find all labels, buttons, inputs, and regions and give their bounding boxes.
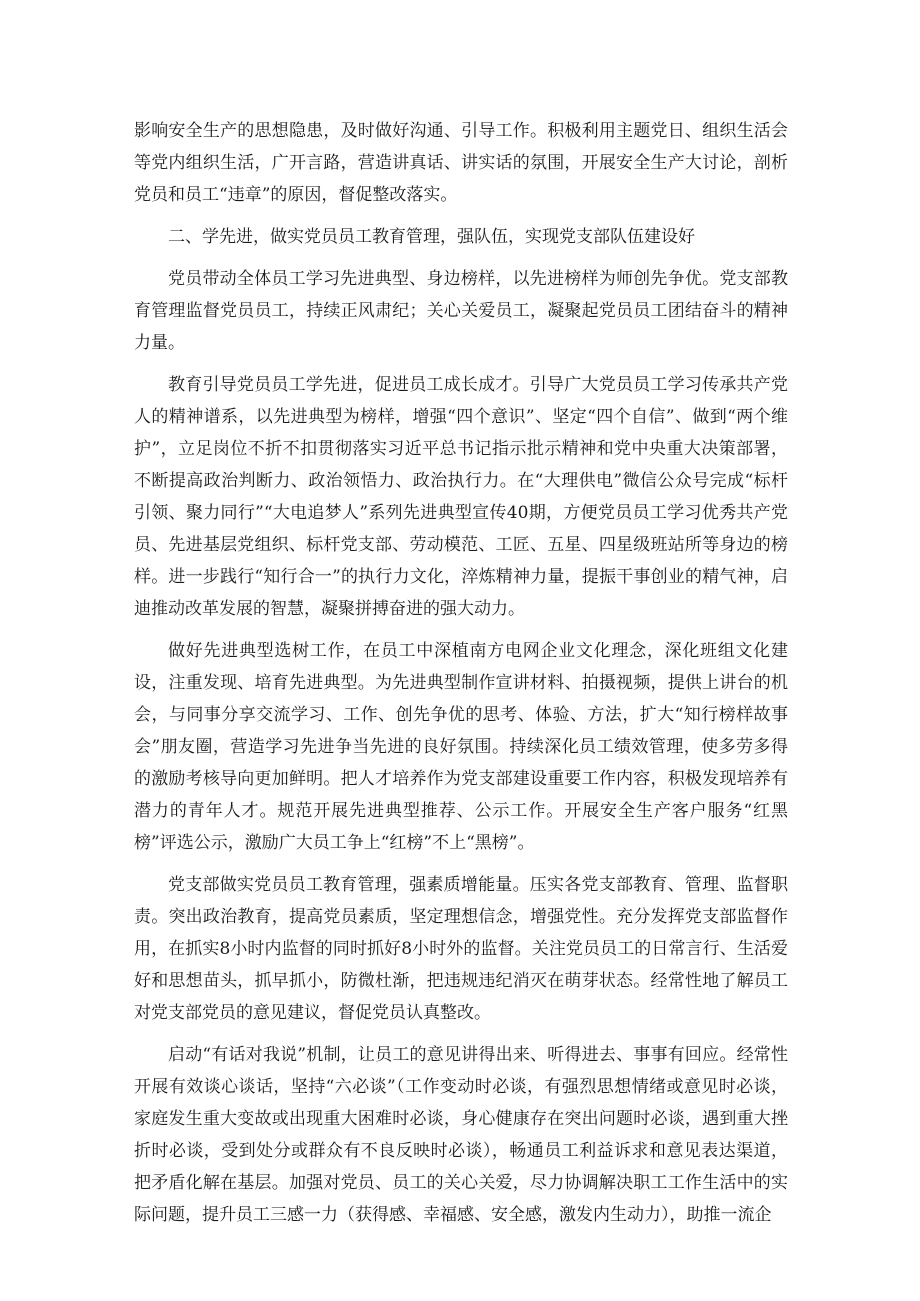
document-body bbox=[134, 115, 788, 1231]
paragraph-education-management: 党支部做实党员员工教育管理，强素质增能量。压实各党支部教育、管理、监督职责。突出政治教育，提高党员素质，坚定理想信念，增强党性。充分发挥党支部监督作用，在抓实8小时内监督的同时抓好8小时外的监督。关注党员员工的日常言行、生活爱好和思想苗头，抓早抓小，防微杜渐，把违规违纪消灭在萌芽状态。经常性地了解员工对党支部党员的意见建议，督促党员认真整改。 bbox=[134, 875, 788, 1023]
paragraph-overview: 党员带动全体员工学习先进典型、身边榜样，以先进榜样为师创先争优。党支部教育管理监督党员员工，持续正风肃纪；关心关爱员工，凝聚起党员员工团结奋斗的精神力量。 bbox=[134, 269, 788, 353]
paragraph-feedback-mechanism: 启动“有话对我说”机制，让员工的意见讲得出来、听得进去、事事有回应。经常性开展有效谈心谈话，坚持“六必谈”（工作变动时必谈，有强烈思想情绪或意见时必谈，家庭发生重大变故或出现重大困难时必谈，身心健康存在突出问题时必谈，遇到重大挫折时必谈，受到处分或群众有不良反映时必谈），畅通员工利益诉求和意见表达渠道，把矛盾化解在基层。加强对党员、员工的关心关爱，尽力协调解决职工工作生活中的实际问题，提升员工三感一力（获得感、幸福感、安全感，激发内生动力），助推一流企 bbox=[134, 1045, 788, 1225]
paragraph-model-selection: 做好先进典型选树工作，在员工中深植南方电网企业文化理念，深化班组文化建设，注重发现、培育先进典型。为先进典型制作宣讲材料、拍摄视频，提供上讲台的机会，与同事分享交流学习、工作、创先争优的思考、体验、方法，扩大“知行榜样故事会”朋友圈，营造学习先进争当先进的良好氛围。持续深化员工绩效管理，使多劳多得的激励考核导向更加鲜明。把人才培养作为党支部建设重要工作内容，积极发现培养有潜力的青年人才。规范开展先进典型推荐、公示工作。开展安全生产客户服务“红黑榜”评选公示，激励广大员工争上“红榜”不上“黑榜”。 bbox=[134, 641, 788, 853]
paragraph-continuation: 影响安全生产的思想隐患，及时做好沟通、引导工作。积极利用主题党日、组织生活会等党内组织生活，广开言路，营造讲真话、讲实话的氛围，开展安全生产大讨论，剖析党员和员工“违章”的原因，督促整改落实。 bbox=[134, 121, 788, 205]
paragraph-learning-models: 教育引导党员员工学先进，促进员工成长成才。引导广大党员员工学习传承共产党人的精神谱系，以先进典型为榜样，增强“四个意识”、坚定“四个自信”、做到“两个维护”，立足岗位不折不扣贯彻落实习近平总书记指示批示精神和党中央重大决策部署，不断提高政治判断力、政治领悟力、政治执行力。在“大理供电”微信公众号完成“标杆引领、聚力同行”“大电追梦人”系列先进典型宣传40期，方便党员员工学习优秀共产党员、先进基层党组织、标杆党支部、劳动模范、工匠、五星、四星级班站所等身边的榜样。进一步践行“知行合一”的执行力文化，淬炼精神力量，提振干事创业的精气神，启迪推动改革发展的智慧，凝聚拼搏奋进的强大动力。 bbox=[134, 375, 788, 619]
section-heading: 二、学先进，做实党员员工教育管理，强队伍，实现党支部队伍建设好 bbox=[168, 227, 695, 247]
